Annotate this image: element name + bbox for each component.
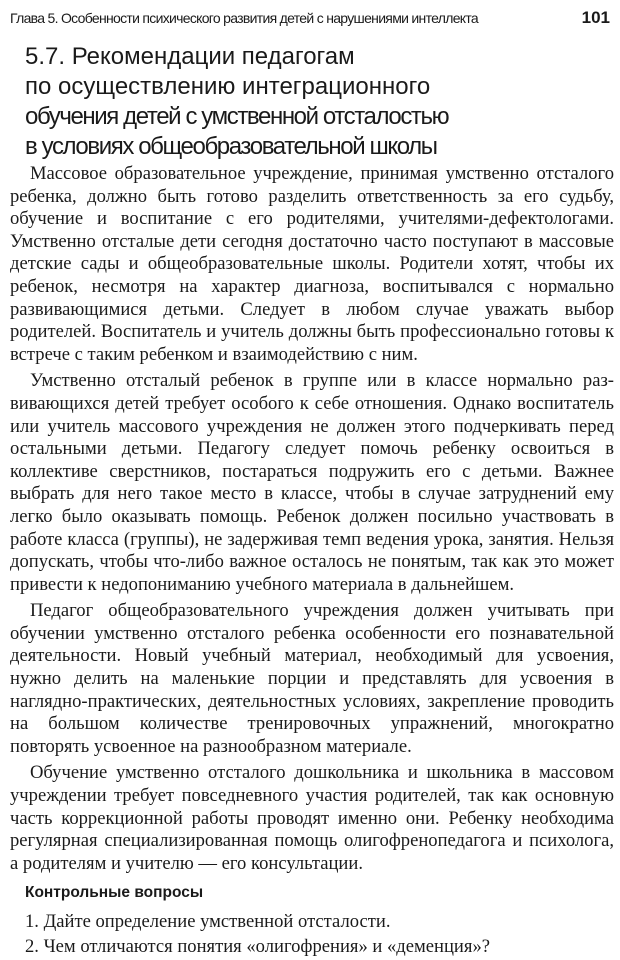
section-title — [25, 42, 610, 162]
paragraph: Педагог общеобразовательного учреждения должен учитывать при обучении умственно отсталого ребенка особенности его познавательной деятельности. Новый учебный материал, необходимый для усвоения, нужно делить на маленькие порции и представлять для усвоения в наглядно-практических, деятельностных условиях, закрепление проводить на большом количестве тренировочных упражнений, многократно повторять усвоенное на разнообразном материале. — [10, 600, 614, 757]
question-item: 2. Чем отличаются понятия «олигофрения» и «деменция»? — [25, 936, 490, 957]
section-title-line: по осуществлению интеграционного — [25, 73, 431, 100]
paragraph: Умственно отсталый ребенок в группе или в классе нормально развивающихся детей требует особого к себе отношения. Однако воспитатель или учитель массового учреждения не должен этого подчеркивать перед остальными детьми. Педагогу следует помочь ребенку освоиться в коллективе сверстников, постараться подружить его с детьми. Важнее выбрать для него такое место в классе, чтобы в случае затруднений ему легко было оказывать помощь. Ребенок должен посильно участвовать в работе класса (группы), не задерживая темп ведения урока, занятия. Нельзя допускать, чтобы что-либо важное осталось не понятым, так как это может привести к недопониманию учебного материала в дальнейшем. — [10, 370, 614, 595]
body-text — [10, 163, 614, 879]
page-number: 101 — [581, 8, 610, 27]
paragraph: Обучение умственно отсталого дошкольника и школьника в массовом учреждении требует повседневного участия родителей, так как основную часть коррекционной работы проводят именно они. Ребенку необходима регулярная специализированная помощь олигофренопедагога и психолога, а родителям и учителю — его консультации. — [10, 762, 614, 874]
section-title-line: обучения детей с умственной отсталостью — [25, 103, 449, 130]
chapter-title: Глава 5. Особенности психического развития детей с нарушениями интеллекта — [10, 10, 479, 26]
questions-list — [25, 909, 610, 959]
questions-heading: Контрольные вопросы — [25, 884, 204, 901]
paragraph: Массовое образовательное учреждение, принимая умственно отсталого ребенка, должно быть готово разделить ответственность за его судьбу, обучение и воспитание с его родителями, учителями-дефектологами. Умственно отсталые дети сегодня достаточно часто поступают в массовые детские сады и общеобразовательные школы. Родители хотят, чтобы их ребенок, несмотря на характер диагноза, воспитывался с нормально развивающимися детьми. Следует в любом случае уважать выбор родителей. Воспитатель и учитель должны быть профессионально готовы к встрече с таким ребенком и взаимодействию с ним. — [10, 163, 614, 365]
section-title-line: в условиях общеобразовательной школы — [25, 133, 437, 160]
question-item: 1. Дайте определение умственной отсталости. — [25, 911, 391, 932]
running-head — [10, 5, 610, 31]
section-title-line: 5.7. Рекомендации педагогам — [25, 43, 355, 70]
